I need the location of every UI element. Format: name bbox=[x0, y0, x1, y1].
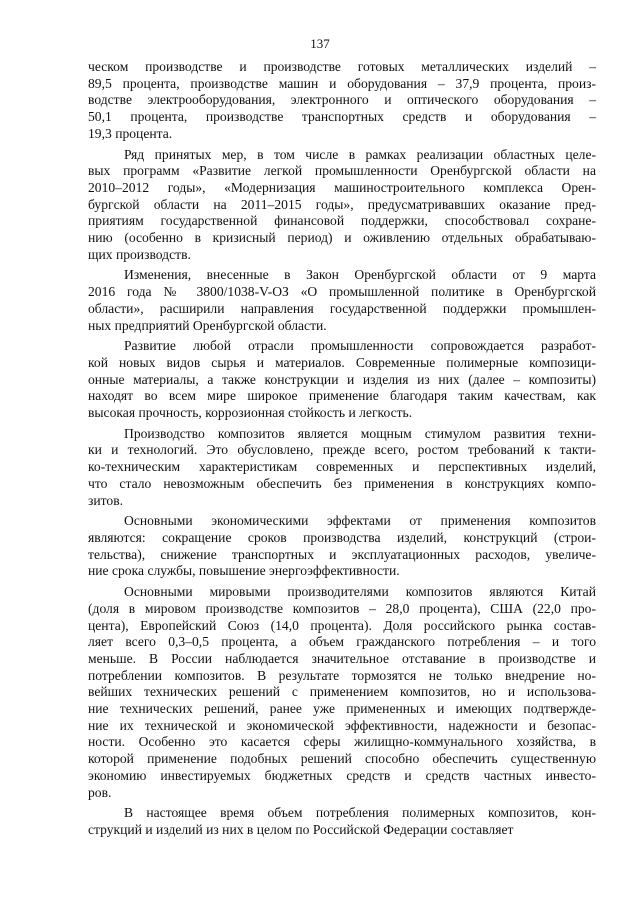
text-line: ки и технологий. Это обусловлено, прежде всего, ростом требований к такти- bbox=[88, 442, 596, 458]
text-line: Основными экономическими эффектами от применения композитов bbox=[124, 513, 596, 529]
text-line: Производство композитов является мощным стимулом развития техни- bbox=[124, 425, 596, 441]
text-line: являются: сокращение сроков производства изделий, конструкций (строи- bbox=[88, 529, 596, 545]
text-line: кой новых видов сырья и материалов. Современные полимерные композици- bbox=[88, 354, 596, 370]
text-line: Развитие любой отрасли промышленности сопровождается разработ- bbox=[124, 338, 596, 354]
paragraph bbox=[88, 426, 596, 510]
text-line: ние срока службы, повышение энергоэффективности. bbox=[88, 563, 400, 579]
text-line: высокая прочность, коррозионная стойкость и легкость. bbox=[88, 405, 413, 421]
text-line: вейших технических решений с применением композитов, но и использова- bbox=[88, 684, 596, 700]
text-line: 50,1 процента, производстве транспортных средств и оборудования – bbox=[88, 109, 596, 125]
text-line: Основными мировыми производителями композитов являются Китай bbox=[124, 584, 596, 600]
text-line: 19,3 процента. bbox=[88, 125, 173, 141]
text-line: вых программ «Развитие легкой промышленности Оренбургской области на bbox=[88, 163, 596, 179]
text-line: области», расширили направления государственной поддержки промышлен- bbox=[88, 300, 596, 316]
text-line: ров. bbox=[88, 784, 112, 800]
text-line: которой применение подобных решений способно обеспечить существенную bbox=[88, 751, 596, 767]
text-line: экономию инвестируемых бюджетных средств и средств частных инвесто- bbox=[88, 767, 596, 783]
text-line: В настоящее время объем потребления полимерных композитов, кон- bbox=[124, 805, 596, 821]
text-line: щих производств. bbox=[88, 246, 191, 262]
text-line: ко-техническим характеристикам современных и перспективных изделий, bbox=[88, 459, 596, 475]
text-line: меньше. В России наблюдается значительное отставание в производстве и bbox=[88, 650, 596, 666]
text-line: ляет всего 0,3–0,5 процента, а объем гражданского потребления – и того bbox=[88, 634, 596, 650]
text-line: 89,5 процента, производстве машин и оборудования – 37,9 процента, произ- bbox=[88, 75, 596, 91]
text-line: находят во всем мире широкое применение благодаря таким качествам, как bbox=[88, 388, 596, 404]
text-line: ных предприятий Оренбургской области. bbox=[88, 317, 327, 333]
text-line: 2010–2012 годы», «Модернизация машиностроительного комплекса Орен- bbox=[88, 179, 596, 195]
paragraph bbox=[88, 584, 596, 801]
text-line: потреблении композитов. В результате тормозятся не только внедрение но- bbox=[88, 667, 596, 683]
text-line: ние их технической и экономической эффективности, надежности и безопас- bbox=[88, 717, 596, 733]
text-line: Изменения, внесенные в Закон Оренбургской области от 9 марта bbox=[124, 267, 596, 283]
paragraph bbox=[88, 147, 596, 264]
text-line: нию (особенно в кризисный период) и оживлению отдельных обрабатываю- bbox=[88, 230, 596, 246]
paragraph bbox=[88, 513, 596, 580]
text-line: ности. Особенно это касается сферы жилищно-коммунального хозяйства, в bbox=[88, 734, 596, 750]
text-line: что стало невозможным обеспечить без применения в конструкциях компо- bbox=[88, 475, 596, 491]
text-line: тельства), снижение транспортных и эксплуатационных расходов, увеличе- bbox=[88, 546, 596, 562]
text-line: приятиям государственной финансовой поддержки, способствовал сохране- bbox=[88, 213, 596, 229]
paragraph bbox=[88, 59, 596, 143]
page-number: 137 bbox=[310, 36, 330, 51]
paragraph bbox=[88, 338, 596, 422]
text-line: струкций и изделий из них в целом по Российской Федерации составляет bbox=[88, 821, 514, 837]
paragraph bbox=[88, 267, 596, 334]
text-line: водстве электрооборудования, электронного и оптического оборудования – bbox=[88, 92, 596, 108]
text-line: Ряд принятых мер, в том числе в рамках реализации областных целе- bbox=[124, 146, 596, 162]
document-body bbox=[88, 59, 596, 843]
text-line: онные материалы, а также конструкции и изделия из них (далее – композиты) bbox=[88, 371, 596, 387]
text-line: ние технических решений, ранее уже примененных и имеющих подтвержде- bbox=[88, 701, 596, 717]
text-line: ческом производстве и производстве готовых металлических изделий – bbox=[88, 59, 596, 74]
text-line: 2016 года № 3800/1038-V-ОЗ «О промышленной политике в Оренбургской bbox=[88, 284, 596, 300]
text-line: зитов. bbox=[88, 492, 124, 508]
text-line: (доля в мировом производстве композитов – 28,0 процента), США (22,0 про- bbox=[88, 600, 596, 616]
paragraph bbox=[88, 805, 596, 838]
text-line: бургской области на 2011–2015 годы», предусматривавших оказание пред- bbox=[88, 196, 596, 212]
text-line: цента), Европейский Союз (14,0 процента). Доля российского рынка состав- bbox=[88, 617, 596, 633]
